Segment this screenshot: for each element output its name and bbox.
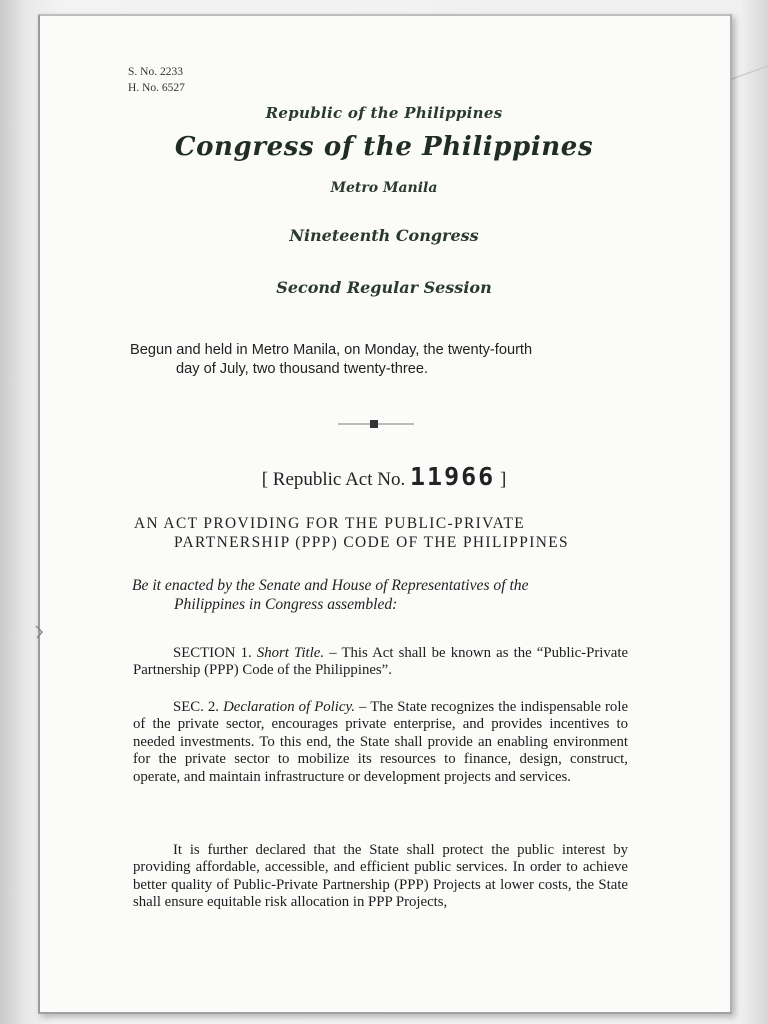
congress-heading: Congress of the Philippines [174, 132, 594, 162]
begun-line-2: day of July, two thousand twenty-three. [176, 361, 429, 377]
act-label: [ Republic Act No. [261, 469, 406, 490]
section-1-text: – This Act shall be known as the “Public-Private Partnership (PPP) Code of the Philippines”. [133, 645, 629, 679]
section-1-heading: Short Title. [256, 645, 325, 661]
location-heading: Metro Manila [330, 180, 438, 196]
session-heading: Second Regular Session [276, 278, 492, 297]
enacting-line-2: Philippines in Congress assembled: [174, 596, 398, 613]
section-2-heading: Declaration of Policy. [223, 699, 355, 715]
section-2-label: SEC. 2. [173, 699, 220, 715]
section-2-text: – The State recognizes the indispensable role of the private sector, encourages private enterprise, and provides incentives to needed investments. To this end, the State shall provide an enabling environment for the private sector to mobilize its resources to finance, design, construct, operate, and maintain infrastructure or development projects and services. [133, 699, 629, 785]
house-bill-number: H. No. 6527 [128, 82, 185, 94]
section-1 [133, 645, 628, 680]
bill-numbers [128, 64, 185, 96]
enacting-clause [132, 576, 652, 614]
section-2-paragraph-2: It is further declared that the State shall protect the public interest by providing affordable, accessible, and efficient public services. In order to achieve better quality of Public-Private Partnership (PPP) Projects at lower costs, the State shall ensure equitable risk allocation in PPP Projects, [133, 842, 628, 911]
divider-ornament [338, 418, 414, 430]
begun-statement [130, 341, 650, 379]
act-close-bracket: ] [499, 469, 507, 490]
section-1-label: SECTION 1. [173, 645, 252, 661]
begun-line-1: Begun and held in Metro Manila, on Monday, the twenty-fourth [130, 342, 533, 358]
act-number: 11966 [409, 462, 496, 491]
republic-heading: Republic of the Philippines [265, 104, 503, 122]
act-title-line-2: PARTNERSHIP (PPP) CODE OF THE PHILIPPINES [174, 534, 569, 551]
act-title [134, 514, 654, 552]
section-2 [133, 699, 628, 786]
scan-edge-mark [34, 624, 44, 640]
congress-number-heading: Nineteenth Congress [289, 226, 479, 245]
enacting-line-1: Be it enacted by the Senate and House of Representatives of the [132, 577, 529, 594]
act-title-line-1: AN ACT PROVIDING FOR THE PUBLIC-PRIVATE [134, 515, 526, 532]
republic-act-number [0, 462, 768, 491]
senate-bill-number: S. No. 2233 [128, 66, 183, 78]
